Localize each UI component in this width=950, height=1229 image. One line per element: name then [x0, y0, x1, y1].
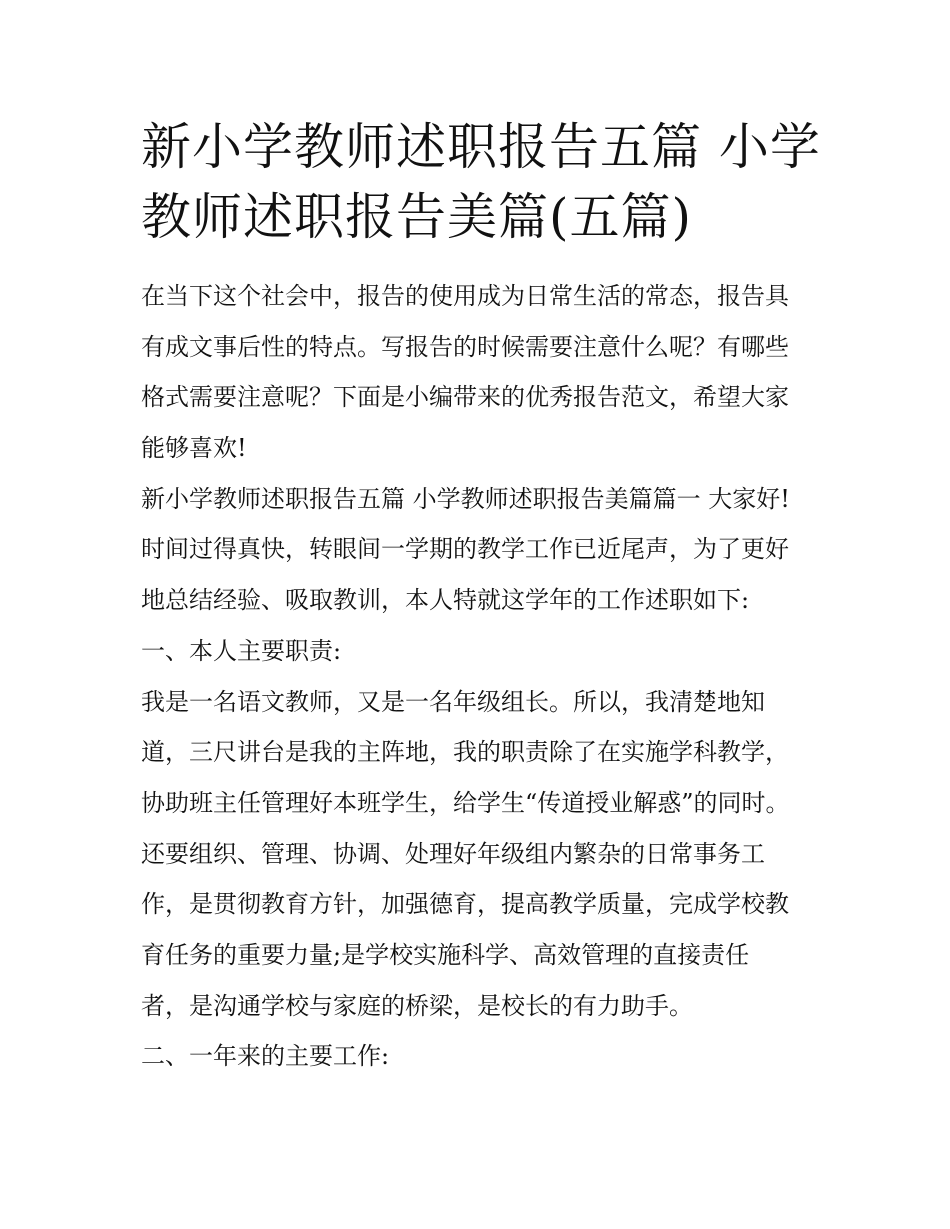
body-line: 格式需要注意呢？下面是小编带来的优秀报告范文，希望大家: [141, 383, 789, 412]
body-line: 还要组织、管理、协调、处理好年级组内繁杂的日常事务工: [141, 839, 765, 868]
body-line: 我是一名语文教师，又是一名年级组长。所以，我清楚地知: [141, 687, 765, 716]
body-line: 时间过得真快，转眼间一学期的教学工作已近尾声，为了更好: [141, 535, 789, 564]
body-line: 新小学教师述职报告五篇 小学教师述职报告美篇篇一 大家好!: [141, 484, 790, 513]
body-line: 道，三尺讲台是我的主阵地，我的职责除了在实施学科教学，: [141, 738, 789, 767]
section-heading-2: 二、一年来的主要工作:: [141, 1042, 390, 1071]
section-heading-1: 一、本人主要职责:: [141, 636, 342, 665]
document-page: [141, 112, 821, 1082]
body-line: 有成文事后性的特点。写报告的时候需要注意什么呢？有哪些: [141, 332, 789, 361]
body-line: 育任务的重要力量;是学校实施科学、高效管理的直接责任: [141, 940, 750, 969]
title-line-2: 教师述职报告美篇(五篇): [141, 188, 693, 246]
body-line: 协助班主任管理好本班学生，给学生“传道授业解惑”的同时。: [141, 788, 790, 817]
body-line: 在当下这个社会中，报告的使用成为日常生活的常态，报告具: [141, 282, 789, 310]
body-line: 能够喜欢!: [141, 434, 247, 463]
document-body: [141, 271, 813, 1082]
body-line: 作，是贯彻教育方针，加强德育，提高教学质量，完成学校教: [141, 890, 789, 919]
document-title: [141, 112, 821, 252]
body-line: 地总结经验、吸取教训，本人特就这学年的工作述职如下:: [141, 586, 750, 615]
body-line: 者，是沟通学校与家庭的桥梁，是校长的有力助手。: [141, 991, 693, 1020]
title-line-1: 新小学教师述职报告五篇 小学: [141, 118, 821, 176]
